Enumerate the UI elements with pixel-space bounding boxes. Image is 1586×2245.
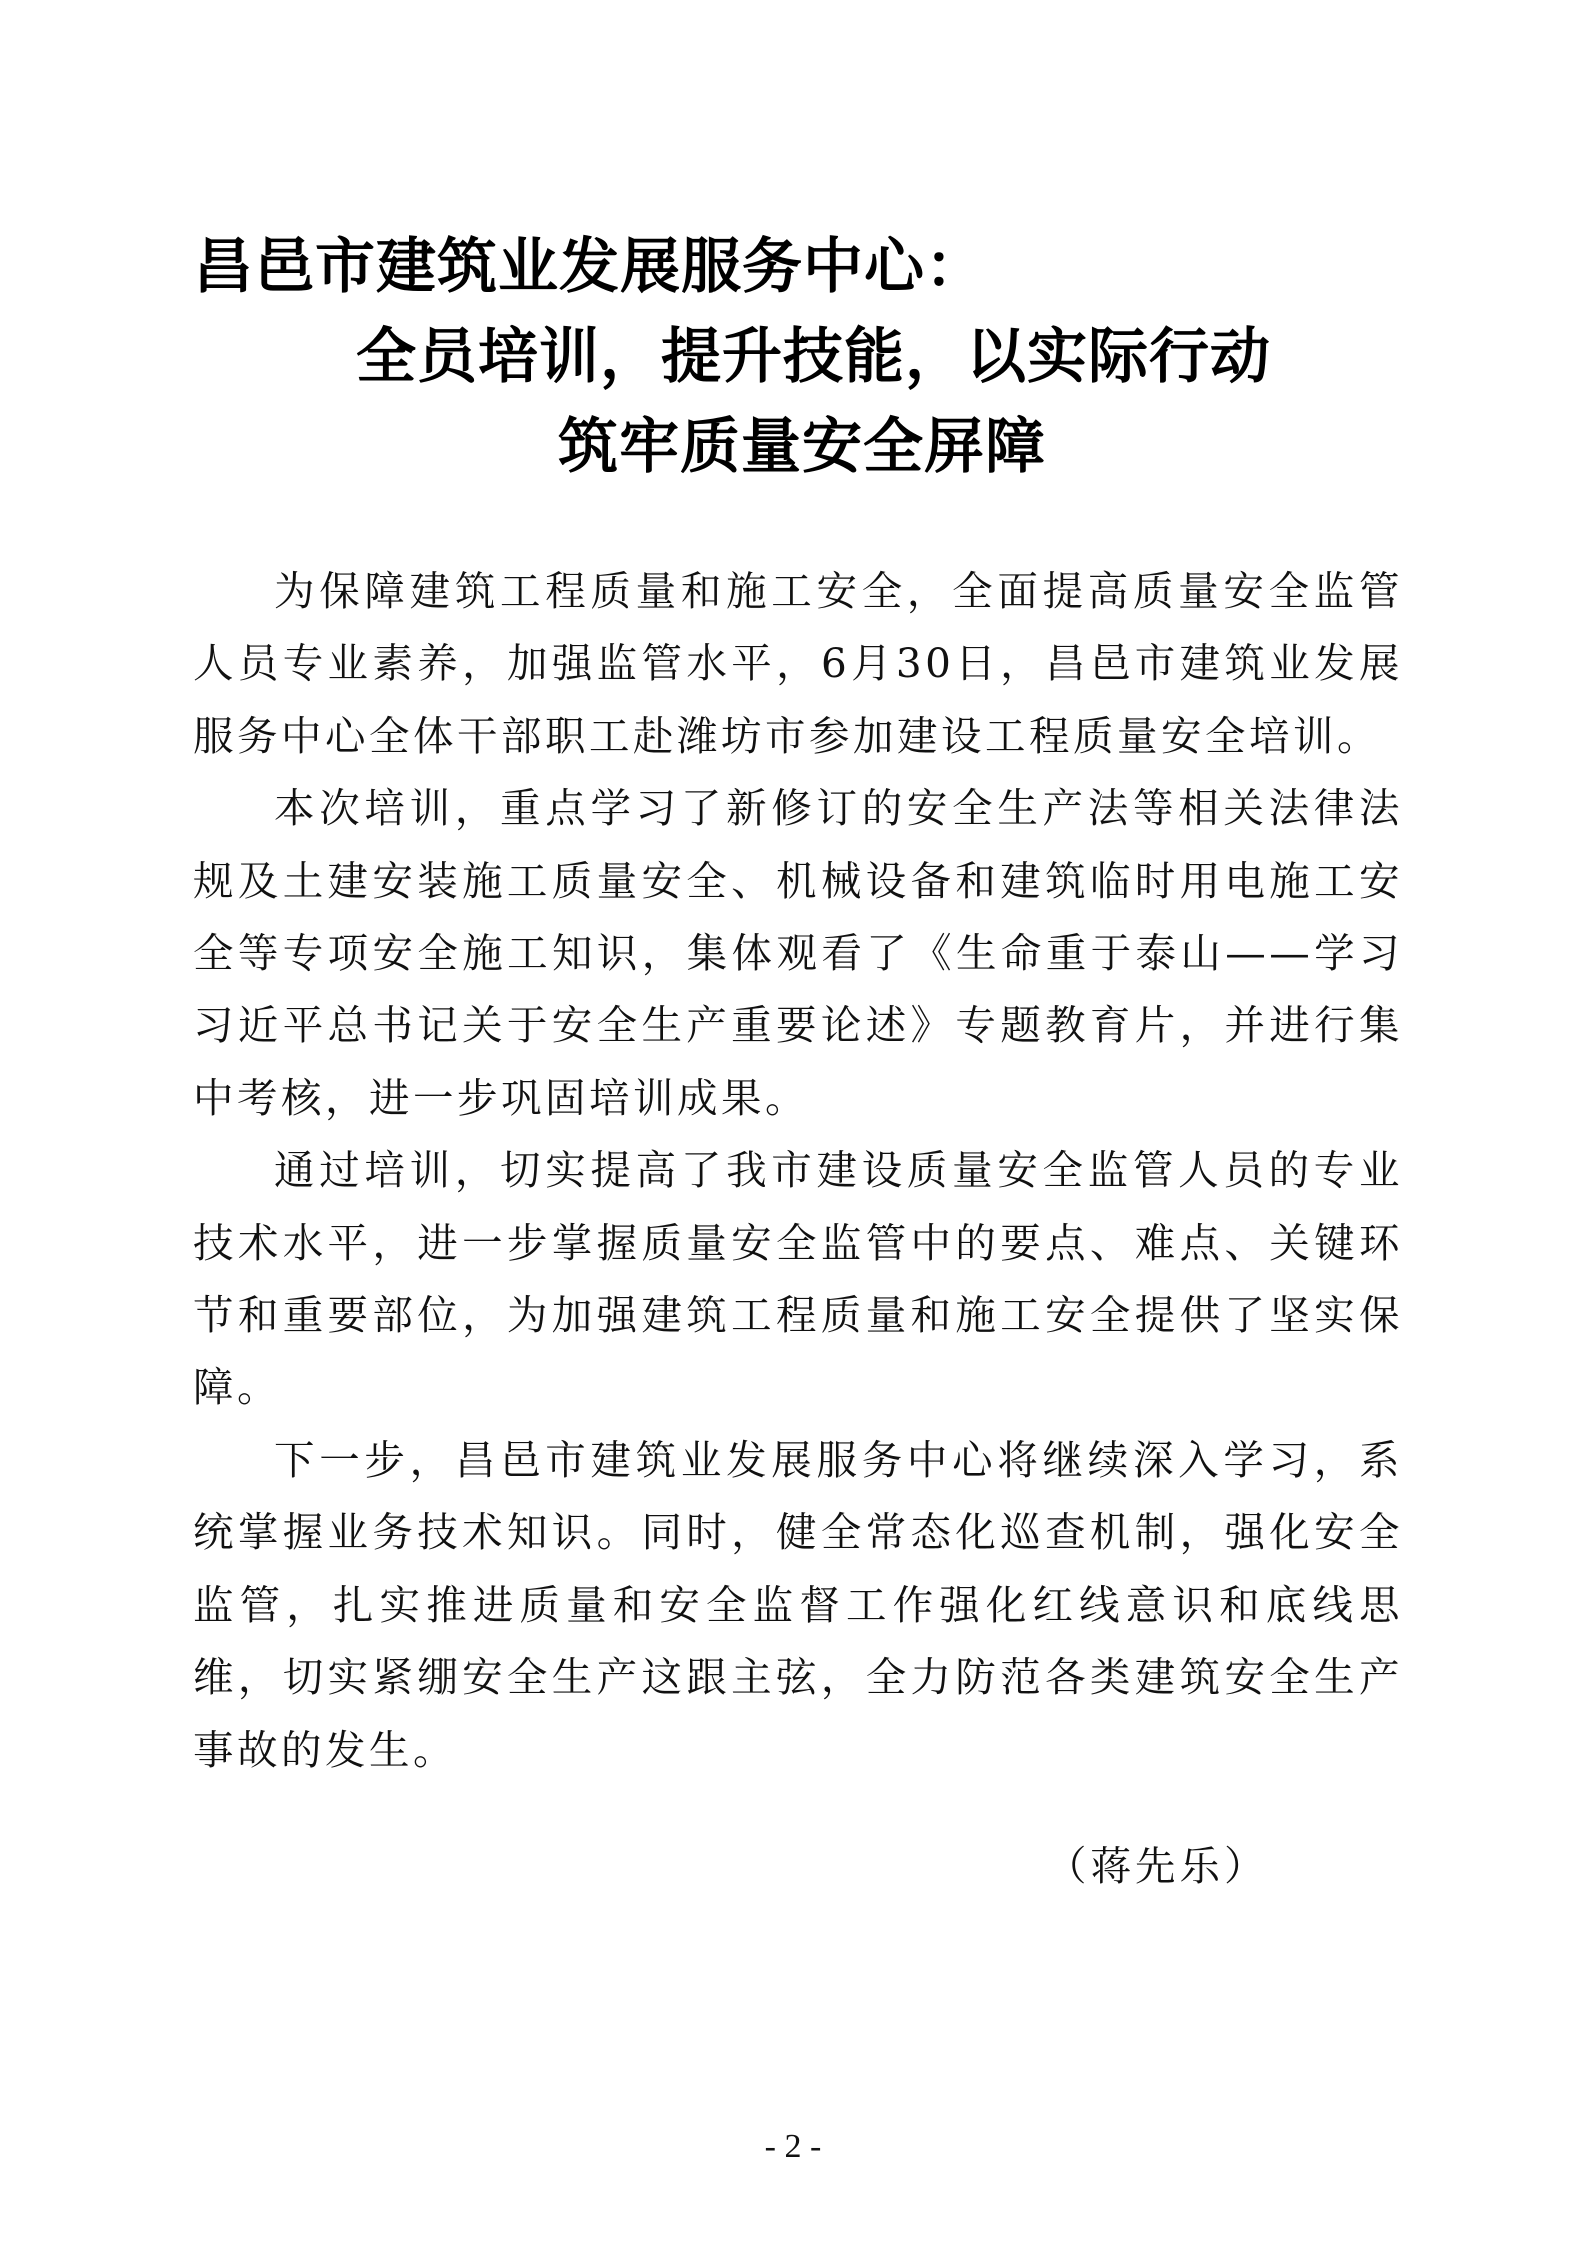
article-body xyxy=(193,555,1403,1786)
paragraph-1: 为保障建筑工程质量和施工安全，全面提高质量安全监管人员专业素养，加强监管水平，6月30日，昌邑市建筑业发展服务中心全体干部职工赴潍坊市参加建设工程质量安全培训。 xyxy=(193,567,1403,760)
page-number: - 2 - xyxy=(764,2128,822,2165)
article-title xyxy=(193,222,1393,492)
author-byline: （蒋先乐） xyxy=(1046,1842,1269,1890)
paragraph-2: 本次培训，重点学习了新修订的安全生产法等相关法律法规及土建安装施工质量安全、机械设备和建筑临时用电施工安全等专项安全施工知识，集体观看了《生命重于泰山——学习习近平总书记关于安全生产重要论述》专题教育片，并进行集中考核，进一步巩固培训成果。 xyxy=(193,784,1403,1122)
title-line-3: 筑牢质量安全屏障 xyxy=(558,412,1046,482)
title-line-1: 昌邑市建筑业发展服务中心： xyxy=(193,232,986,302)
paragraph-4: 下一步，昌邑市建筑业发展服务中心将继续深入学习，系统掌握业务技术知识。同时，健全常态化巡查机制，强化安全监管，扎实推进质量和安全监督工作强化红线意识和底线思维，切实紧绷安全生产这跟主弦，全力防范各类建筑安全生产事故的发生。 xyxy=(193,1435,1403,1774)
title-line-2: 全员培训，提升技能，以实际行动 xyxy=(356,322,1271,392)
paragraph-3: 通过培训，切实提高了我市建设质量安全监管人员的专业技术水平，进一步掌握质量安全监管中的要点、难点、关键环节和重要部位，为加强建筑工程质量和施工安全提供了坚实保障。 xyxy=(193,1146,1403,1412)
